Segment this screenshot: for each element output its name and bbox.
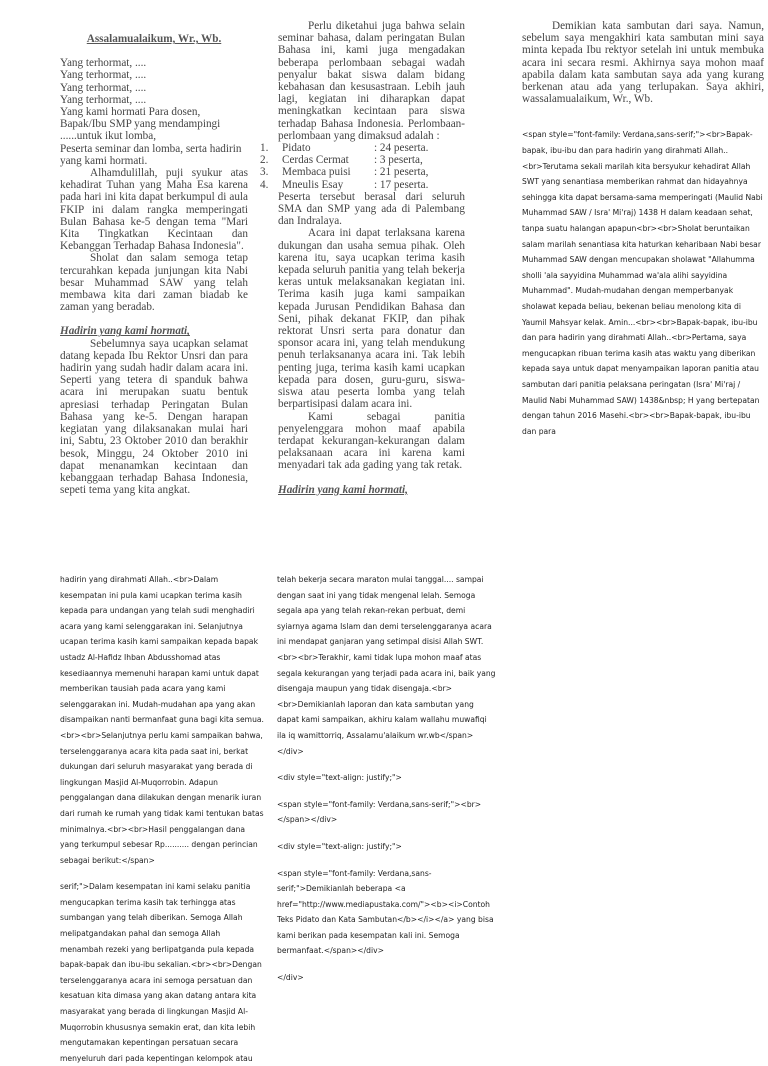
html-source-text: <div style="text-align: justify;"> (277, 841, 402, 851)
paragraph: Peserta seminar dan lomba, serta hadirin yang kami hormati. (60, 142, 242, 167)
paragraph: Yang kami hormati Para dosen, Bapak/Ibu SMP yang mendampingi ......untuk ikut lomba, (60, 106, 221, 143)
list-item: 4. Mneulis Esay : 17 peserta. (260, 178, 429, 191)
column-1 (60, 33, 248, 496)
column-3 (522, 20, 764, 439)
html-source-text: </div> (277, 973, 304, 983)
paragraph: Alhamdulillah, puji syukur atas kehadirat Tuhan yang Maha Esa karena pada hari ini kita dapat berkumpul di aula FKIP ini dalam rangka memperingati Bulan Bahasa ke-5 dengan tema "Mari Kita Tingkatkan Kecintaan dan Kebanggan Terhadap Bahasa Indonesia". (60, 167, 248, 253)
honorific-4: Yang terhormat, .... (60, 93, 147, 106)
honorific-2: Yang terhormat, .... (60, 69, 147, 82)
column-5 (277, 572, 497, 986)
html-source-text: telah bekerja secara maraton mulai tanggal.... sampai dengan saat ini yang tidak mengenal lelah. Semoga segala apa yang telah rekan-rekan perbuat, demi syiarnya agama Islam dan demi terselenggaranya acara ini mendapat ganjaran yang setimpal disisi Allah SWT.<br><br>Terakhir, kami tidak lupa mohon maaf atas segala kekurangan yang terjadi pada acara ini, baik yang disengaja maupun yang tidak disengaja.<br><br>Demikianlah laporan dan kata sambutan yang dapat kami sampaikan, akhiru kalam wallahu muwafiqi ila iq wamittorriq, Assalamu'alaikum wr.wb</span></div> (277, 575, 496, 756)
paragraph: Sebelumnya saya ucapkan selamat datang kepada Ibu Rektor Unsri dan para hadirin yang sudah hadir dalam acara ini. Seperti yang tetera di spanduk bahwa acara ini merupakan suatu bentuk apresiasi terhadap Peringatan Bulan Bahasa yang ke-5. Dengan harapan kegiatan yang dilaksanakan mulai hari ini, Sabtu, 23 Oktober 2010 dan berakhir besok, Minggu, 24 Oktober 2010 ini dapat menanamkan kecintaan dan kebanggaan terhadap Bahasa Indonesia, sepeti tema yang kita angkat. (60, 337, 248, 497)
paragraph: Demikian kata sambutan dari saya. Namun, sebelum saya mengakhiri kata sambutan mini saya minta kepada Ibu rektyor setelah ini untuk membuka acara ini secara resmi. Akhirnya saya mohon maaf apabila dalam kata sambutan saya ada yang kurang berkenan atau ada yang terlupakan. Saya akhiri, wassalamualaikum, Wr., Wb. (522, 20, 764, 106)
honorific-1: Yang terhormat, .... (60, 57, 147, 70)
column-2 (260, 20, 465, 496)
paragraph: Perlu diketahui juga bahwa selain seminar bahasa, dalam peringatan Bulan Bahasa ini, kami juga mengadakan beberapa perlombaan sebagai wadah penyalur bakat siswa dalam bidang kebahasan dan kesusastraan. Lebih jauh lagi, kegiatan ini diharapkan dapat meningkatkan kecintaan para siswa terhadap Bahasa Indonesia. Perlombaan-perlombaan yang dimaksud adalah : (278, 20, 465, 142)
greeting: Assalamualaikum, Wr., Wb. (86, 33, 222, 45)
html-source-text: <span style="font-family: Verdana,sans-serif;"><br></span></div> (277, 799, 482, 825)
honorific-3: Yang terhormat, .... (60, 81, 147, 94)
paragraph: Peserta tersebut berasal dari seluruh SMA dan SMP yang ada di Palembang dan Indralaya. (278, 190, 465, 228)
html-source-text: serif;">Dalam kesempatan ini kami selaku panitia mengucapkan terima kasih tak terhingga atas sumbangan yang telah diberikan. Semoga Allah melipatgandakan pahal dan semoga Allah menambah rezeki yang berlipatganda pula kepada bapak-bapak dan ibu-ibu sekalian.<br><br>Dengan terselenggaranya acara ini semoga persatuan dan kesatuan kita dimasa yang akan datang antara kita masyarakat yang berada di lingkungan Masjid Al-Muqorrobin khususnya semakin erat, dan kita lebih mengutamakan kepentingan persatuan secara menyeluruh dari pada kepentingan kelompok atau (60, 882, 262, 1063)
paragraph: Kami sebagai panitia penyelenggara mohon maaf apabila terdapat kekurangan-kekurangan dalam pelaksanaan acara ini karena kami menyadari tak ada gading yang tak retak. (278, 410, 465, 472)
paragraph: Acara ini dapat terlaksana karena dukungan dan usaha semua pihak. Oleh karena itu, saya ucapkan terima kasih kepada seluruh panitia yang telah bekerja keras untuk melaksanakan kegiatan ini. Terima kasih juga kami sampaikan kepada Jurusan Pendidikan Bahasa dan Seni, pihak dekanat FKIP, dan pihak rektorat Unsri serta para donatur dan sponsor acara ini, yang telah mendukung penuh terlaksananya acara ini. Tak lebih penting juga, terima kasih kami ucapkan kepada para dosen, guru-guru, siswa-siswa atau peserta lomba yang telah berpartisipasi dalam acara ini. (278, 227, 465, 411)
list-item: 3. Membaca puisi : 21 peserta, (260, 166, 429, 179)
list-item: 2. Cerdas Cermat : 3 peserta, (260, 154, 423, 167)
paragraph: Sholat dan salam semoga tetap tercurahkan kepada junjungan kita Nabi besar Muhammad SAW yang telah membawa kita dari zaman biadab ke zaman yang beradab. (60, 252, 248, 314)
html-source-text: <span style="font-family: Verdana,sans-serif;"><br>Bapak-bapak, ibu-ibu dan para hadirin yang dirahmati Allah..<br>Terutama sekali marilah kita bersyukur kehadirat Allah SWT yang senantiasa memberikan rahmat dan hidayahnya sehingga kita dapat bersama-sama memperingati (Maulid Nabi Muhammad SAW / Isra' Mi'raj) 1438 H dalam keadaan sehat, tanpa suatu halangan apapun<br><br>Sholat beruntaikan salam marilah senantiasa kita haturkan keharibaan Nabi besar Muhammad SAW dengan mencupakan sholawat "Allahumma sholli 'ala sayyidina Muhammad wa'ala alihi sayyidina Muhammad". Mudah-mudahan dengan memperbanyak sholawat kepada beliau, bekenan beliau menolong kita di Yaumil Mahsyar kelak. Amin...<br><br>Bapak-bapak, ibu-ibu dan para hadirin yang dirahmati Allah..<br>Pertama, saya mengucapkan ribuan terima kasih atas waktu yang diberikan kepada saya untuk dapat menyampaikan laporan panitia atau sambutan dari panitia pelaksana peringatan (Isra' Mi'raj / Maulid Nabi Muhammad SAW) 1438&nbsp; H yang bertepatan dengan tahun 2016 Masehi.<br><br>Bapak-bapak, ibu-ibu dan para (522, 130, 763, 436)
html-source-text: <div style="text-align: justify;"> (277, 773, 402, 783)
html-source-text: <span style="font-family: Verdana,sans-serif;">Demikianlah beberapa <a href="http://www.mediapustaka.com/"><b><i>Contoh Teks Pidato dan Kata Sambutan</b></i></a> yang bisa kami berikan pada kesempatan kali ini. Semoga bermanfaat.</span></div> (277, 868, 494, 956)
column-4 (60, 572, 265, 1066)
html-source-text: hadirin yang dirahmati Allah..<br>Dalam kesempatan ini pula kami ucapkan terima kasih kepada para undangan yang telah sudi menghadiri acara yang kami selenggarakan ini. Selanjutnya ucapan terima kasih kami sampaikan kepada bapak ustadz Al-Hafidz Ihban Abdusshomad atas kesediaannya memenuhi harapan kami untuk dapat memberikan tausiah pada acara yang kami selenggarakan ini. Mudah-mudahan apa yang akan disampaikan nanti bermanfaat guna bagi kita semua.<br><br>Selanjutnya perlu kami sampaikan bahwa, terselenggaranya acara kita pada saat ini, berkat dukungan dari seluruh masyarakat yang berada di lingkungan Masjid Al-Muqorrobin. Adapun penggalangan dana dilakukan dengan menarik iuran dari rumah ke rumah yang tidak kami tentukan batas minimalnya.<br><br>Hasil penggalangan dana yang terkumpul sebesar Rp.......... dengan perincian sebagai berikut:</span> (60, 575, 264, 865)
section-heading: Hadirin yang kami hormati, (278, 483, 408, 496)
section-heading: Hadirin yang kami hormati, (60, 325, 190, 338)
list-item: 1. Pidato : 24 peserta. (260, 142, 429, 155)
competition-list (260, 142, 465, 191)
